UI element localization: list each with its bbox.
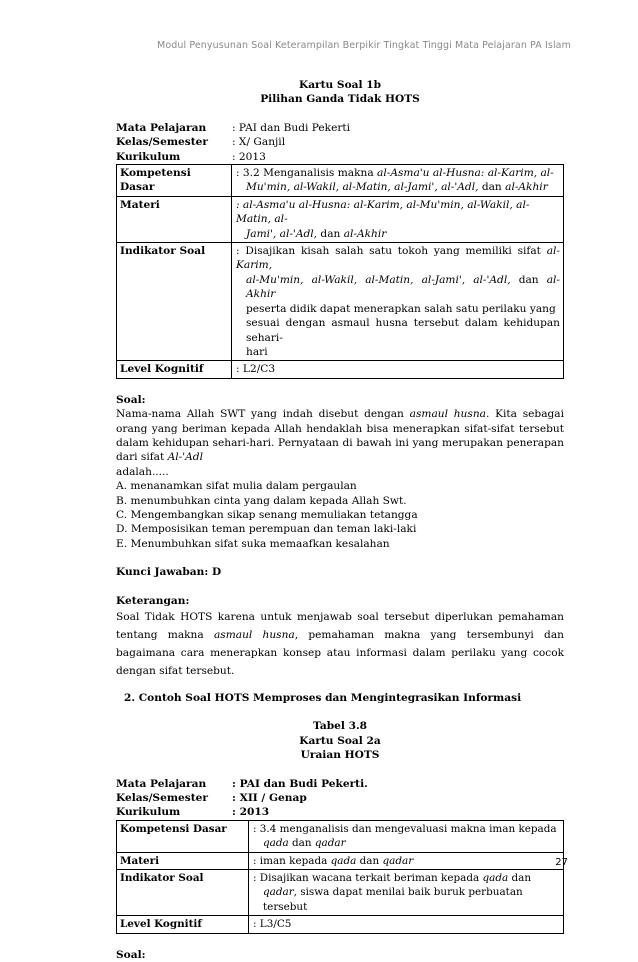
materi-label: Materi: [117, 852, 249, 869]
card1-answer: Kunci Jawaban: D: [116, 566, 222, 579]
question-text: adalah.....: [116, 465, 169, 478]
indikator-text-italic: al-Akhir: [246, 273, 560, 301]
materi-value: [232, 196, 564, 242]
table-row-level: [117, 916, 564, 933]
card1-title: Kartu Soal 1b: [298, 79, 381, 91]
section-2-heading: 2. Contoh Soal HOTS Memproses dan Mengintegrasikan Informasi: [124, 692, 522, 704]
materi-text-italic: qada: [330, 854, 357, 867]
card1-soal-label: Soal:: [116, 393, 146, 406]
kd-text: dan: [292, 837, 312, 850]
card1-keterangan: [116, 608, 564, 680]
kd-text-italic: Mu'min, al-Wakil, al-Matin, al-Jami', al-'Adl,: [246, 181, 479, 194]
kd-text: : 3.2 Menganalisis makna: [236, 167, 374, 180]
question-text: . Kita sebagai orang yang beriman kepada Allah hendaklah bisa menerapkan sifat-sifat tersebut dalam kehidupan sehari-hari. Pernyataan di bawah ini yang merupakan penerapan dari sifat: [116, 408, 565, 464]
option-b: B. menumbuhkan cinta yang dalam kepada Allah Swt.: [116, 494, 407, 507]
card1-subtitle: Pilihan Ganda Tidak HOTS: [260, 93, 420, 106]
kd-value: [232, 165, 564, 197]
kd-text-italic: qadar: [314, 837, 346, 850]
meta-label: Kurikulum: [116, 150, 181, 163]
indikator-value: [249, 870, 564, 916]
indikator-text: hari: [246, 345, 268, 358]
materi-value: [249, 852, 564, 869]
card2-meta: [116, 777, 564, 820]
option-c: C. Mengembangkan sikap senang memuliakan tetangga: [116, 508, 418, 521]
kd-label: Kompetensi Dasar: [117, 165, 232, 197]
indikator-text: sesuai dengan asmaul husna tersebut dalam kehidupan sehari-: [246, 317, 560, 344]
indikator-text-italic: al-Mu'min, al-Wakil, al-Matin, al-Jami', al-'Adl,: [246, 273, 511, 286]
keterangan-text: , pemahaman makna yang tersembunyi dan bagaimana cara menerapkan konsep atau informasi dalam perilaku yang cocok dengan sifat tersebut.: [116, 629, 564, 677]
card1-meta: [116, 121, 564, 164]
option-d: D. Memposisikan teman perempuan dan teman laki-laki: [116, 523, 417, 536]
indikator-text: dan: [518, 273, 539, 286]
indikator-text: : Disajikan kisah salah satu tokoh yang memiliki sifat: [236, 245, 541, 258]
materi-text-italic: al-Akhir: [343, 227, 387, 240]
running-header: Modul Penyusunan Soal Keterampilan Berpikir Tingkat Tinggi Mata Pelajaran PA Islam: [157, 40, 571, 51]
page-content: [116, 78, 564, 962]
materi-text: : iman kepada: [253, 854, 328, 867]
indikator-text: dan: [511, 872, 532, 885]
page-number: 27: [555, 857, 568, 868]
meta-label: Mata Pelajaran: [116, 121, 207, 134]
meta-value: : 2013: [232, 806, 270, 819]
card2-soal-label: Soal:: [116, 948, 146, 961]
table-row-kd: [117, 820, 564, 852]
option-e: E. Menumbuhkan sifat suka memaafkan kesalahan: [116, 537, 390, 550]
kd-text: : 3.4 menganalisis dan mengevaluasi makna iman kepada: [253, 822, 557, 835]
keterangan-text-italic: asmaul husna: [213, 629, 295, 641]
indikator-value: [232, 243, 564, 361]
materi-label: Materi: [117, 196, 232, 242]
option-a: A. menanamkan sifat mulia dalam pergaulan: [116, 480, 357, 493]
materi-text-italic: : al-Asma'u al-Husna: al-Karim, al-Mu'min, al-Wakil, al-Matin, al-: [236, 198, 530, 226]
card2-table: [116, 820, 564, 934]
indikator-text-italic: al-Karim,: [236, 245, 560, 272]
meta-label: Mata Pelajaran: [116, 777, 207, 790]
table-row-indikator: [117, 243, 564, 361]
table-row-materi: [117, 196, 564, 242]
meta-value: : XII / Genap: [232, 792, 307, 805]
indikator-text: : Disajikan wacana terkait beriman kepada: [253, 872, 480, 885]
materi-text: dan: [320, 227, 341, 240]
table-row-indikator: [117, 870, 564, 916]
keterangan-text: Soal Tidak HOTS karena untuk menjawab soal tersebut diperlukan pemahaman tentang makna: [116, 611, 564, 641]
meta-value: : 2013: [232, 150, 266, 163]
table-row-materi: [117, 852, 564, 869]
kd-value: [249, 820, 564, 852]
meta-row: [116, 777, 564, 791]
meta-value: : PAI dan Budi Pekerti: [232, 121, 351, 134]
meta-label: Kelas/Semester: [116, 792, 208, 805]
meta-label: Kurikulum: [116, 806, 181, 819]
indikator-label: Indikator Soal: [117, 870, 249, 916]
indikator-text-italic: qada: [482, 872, 509, 885]
materi-text: dan: [359, 854, 380, 867]
level-value: : L3/C5: [249, 916, 564, 933]
table-row-level: [117, 361, 564, 378]
card1-keterangan-label: Keterangan:: [116, 594, 190, 607]
indikator-text: tersebut: [263, 900, 308, 913]
meta-row: [116, 135, 564, 149]
kd-text: dan: [481, 181, 502, 194]
kd-label: Kompetensi Dasar: [117, 820, 249, 852]
meta-label: Kelas/Semester: [116, 136, 208, 149]
kd-text-italic: qada: [263, 837, 289, 850]
level-label: Level Kognitif: [117, 916, 249, 933]
question-text-italic: Al-'Adl: [167, 451, 203, 464]
meta-row: [116, 805, 564, 819]
card1-options: [116, 479, 564, 551]
card2-table-number: Tabel 3.8: [312, 720, 368, 733]
meta-value: : PAI dan Budi Pekerti.: [232, 777, 368, 790]
meta-value: : X/ Ganjil: [232, 136, 286, 149]
indikator-text-italic: qadar: [263, 886, 294, 899]
materi-text-italic: qadar: [382, 854, 414, 867]
kd-text-italic: al-Akhir: [505, 181, 548, 194]
table-row-kd: [117, 165, 564, 197]
meta-row: [116, 150, 564, 164]
question-text-italic: asmaul husna: [409, 408, 486, 421]
indikator-text: , siswa dapat menilai baik buruk perbuatan: [293, 886, 523, 899]
meta-row: [116, 791, 564, 805]
card2-subtitle: Uraian HOTS: [300, 749, 380, 762]
level-label: Level Kognitif: [117, 361, 232, 378]
card1-question: [116, 407, 564, 479]
card2-title: Kartu Soal 2a: [299, 734, 381, 747]
kd-text-italic: al-Asma'u al-Husna: al-Karim, al-: [377, 167, 554, 180]
indikator-label: Indikator Soal: [117, 243, 232, 361]
materi-text-italic: Jami', al-'Adl,: [246, 227, 318, 240]
meta-row: [116, 121, 564, 135]
card1-table: [116, 164, 564, 379]
question-text: Nama-nama Allah SWT yang indah disebut dengan: [116, 408, 404, 421]
indikator-text: peserta didik dapat menerapkan salah satu perilaku yang: [246, 302, 556, 315]
level-value: : L2/C3: [232, 361, 564, 378]
